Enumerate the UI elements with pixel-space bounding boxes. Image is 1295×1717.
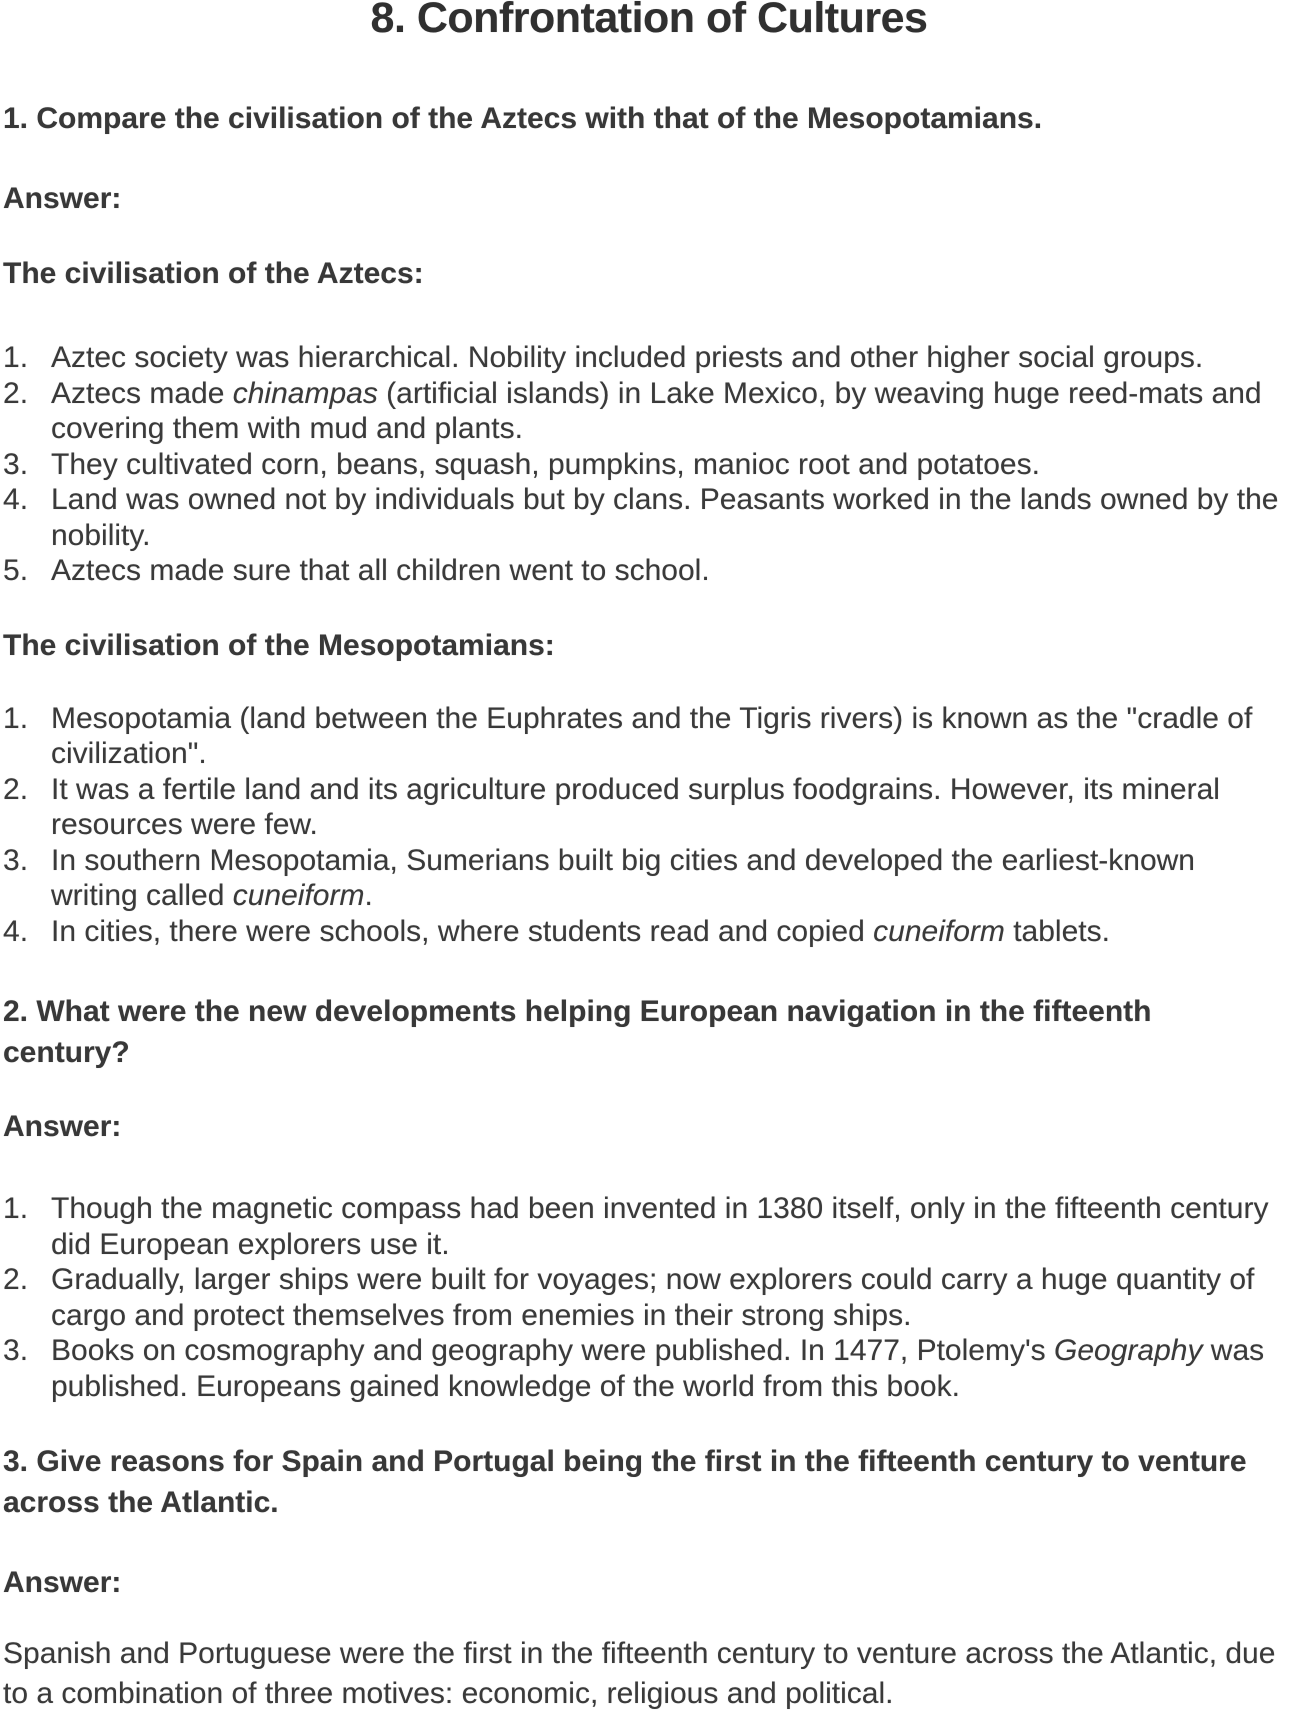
- list-item: In cities, there were schools, where students read and copied cuneiform tablets.: [51, 914, 1110, 948]
- question-3-heading: 3. Give reasons for Spain and Portugal being the first in the fifteenth century to venture across the Atlantic.: [3, 1445, 1247, 1519]
- answer-label-3: Answer:: [3, 1566, 122, 1599]
- subheading-mesopotamian-civilisation: The civilisation of the Mesopotamians:: [3, 628, 555, 662]
- question-1-heading: 1. Compare the civilisation of the Aztecs with that of the Mesopotamians.: [3, 102, 1043, 135]
- question-2-heading: 2. What were the new developments helping European navigation in the fifteenth century?: [3, 995, 1152, 1069]
- list-item: It was a fertile land and its agriculture produced surplus foodgrains. However, its mineral resources were few.: [51, 772, 1220, 841]
- list-item: Mesopotamia (land between the Euphrates and the Tigris rivers) is known as the "cradle of civilization".: [51, 701, 1253, 770]
- list-item: Aztec society was hierarchical. Nobility included priests and other higher social groups.: [51, 341, 1204, 374]
- list-item: Books on cosmography and geography were published. In 1477, Ptolemy's Geography was published. Europeans gained knowledge of the world from this book.: [51, 1334, 1265, 1403]
- list-item: Aztecs made sure that all children went to school.: [51, 554, 710, 587]
- navigation-developments-list: [3, 1191, 1286, 1404]
- answer-label-2: Answer:: [3, 1110, 122, 1143]
- list-item: Aztecs made chinampas (artificial islands) in Lake Mexico, by weaving huge reed-mats and covering them with mud and plants.: [51, 376, 1262, 445]
- page-title: 8. Confrontation of Cultures: [370, 0, 928, 42]
- list-item: In southern Mesopotamia, Sumerians built big cities and developed the earliest-known writing called cuneiform.: [51, 843, 1195, 912]
- answer-paragraph: Spanish and Portuguese were the first in the fifteenth century to venture across the Atlantic, due to a combination of three motives: economic, religious and political.: [3, 1637, 1276, 1710]
- list-item: They cultivated corn, beans, squash, pumpkins, manioc root and potatoes.: [51, 447, 1040, 481]
- answer-label-1: Answer:: [3, 182, 122, 215]
- aztec-civilisation-list: [3, 340, 1286, 589]
- list-item: Land was owned not by individuals but by clans. Peasants worked in the lands owned by the nobility.: [51, 483, 1279, 552]
- list-item: Gradually, larger ships were built for voyages; now explorers could carry a huge quantity of cargo and protect themselves from enemies in their strong ships.: [51, 1263, 1255, 1332]
- mesopotamian-civilisation-list: [3, 701, 1286, 950]
- list-item: Though the magnetic compass had been invented in 1380 itself, only in the fifteenth century did European explorers use it.: [51, 1192, 1269, 1261]
- subheading-aztec-civilisation: The civilisation of the Aztecs:: [3, 257, 424, 290]
